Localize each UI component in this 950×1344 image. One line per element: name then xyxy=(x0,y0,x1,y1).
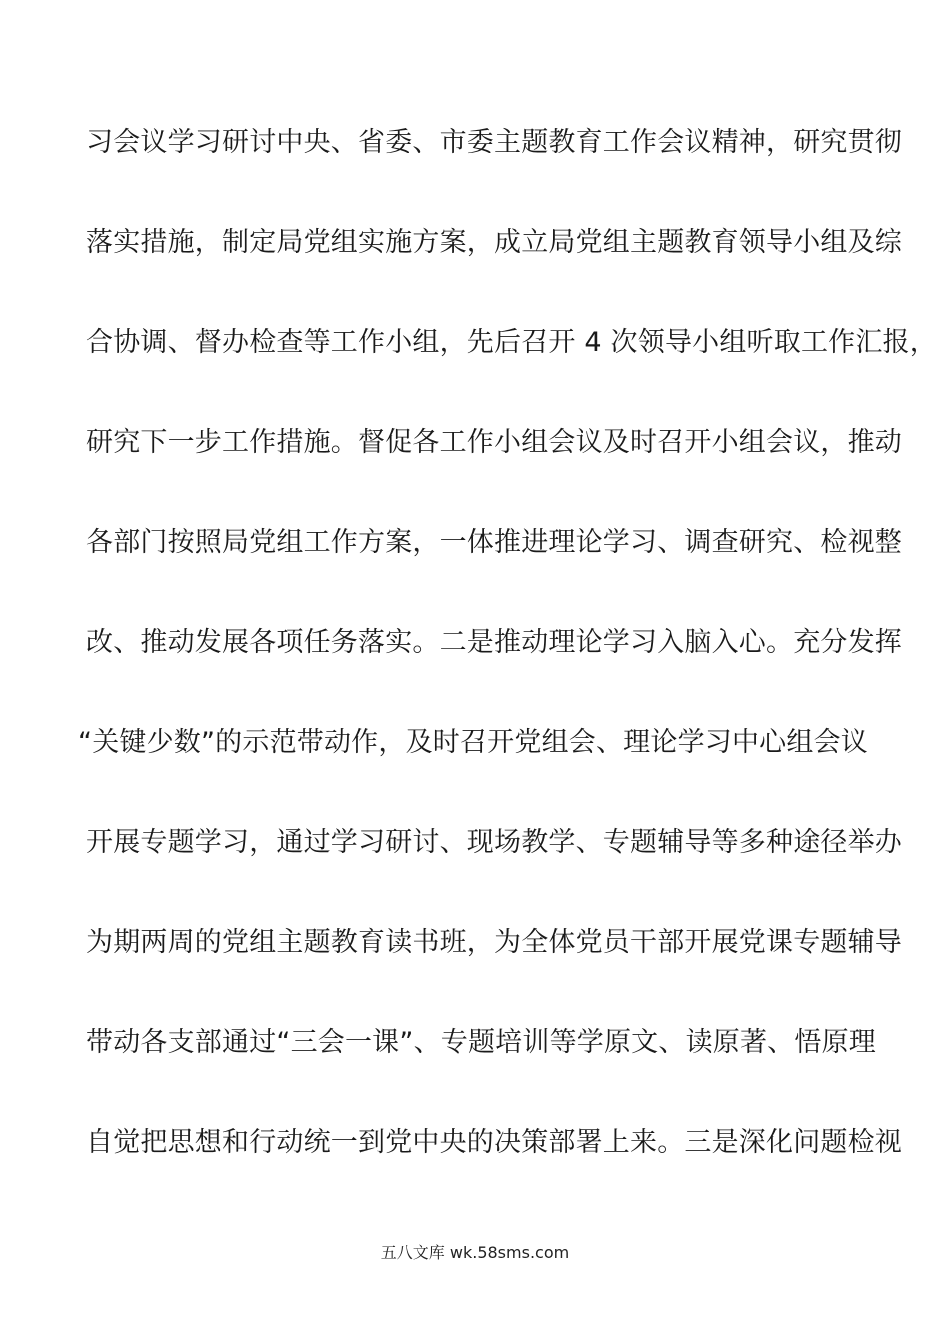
text-line-9: 为期两周的党组主题教育读书班，为全体党员干部开展党课专题辅导 xyxy=(86,927,902,958)
text-line-5: 各部门按照局党组工作方案，一体推进理论学习、调查研究、检视整 xyxy=(86,527,902,558)
text-line-8: 开展专题学习，通过学习研讨、现场教学、专题辅导等多种途径举办 xyxy=(86,827,902,858)
page-footer: 五八文库 wk.58sms.com xyxy=(380,1243,570,1262)
text-line-2: 落实措施，制定局党组实施方案，成立局党组主题教育领导小组及综 xyxy=(86,227,902,258)
text-line-3: 合协调、督办检查等工作小组，先后召开 4 次领导小组听取工作汇报， xyxy=(86,327,937,358)
text-line-10: 带动各支部通过“三会一课”、专题培训等学原文、读原著、悟原理 xyxy=(86,1027,876,1058)
text-line-7: “关键少数”的示范带动作，及时召开党组会、理论学习中心组会议 xyxy=(78,727,868,758)
text-line-6: 改、推动发展各项任务落实。二是推动理论学习入脑入心。充分发挥 xyxy=(86,627,902,658)
text-line-4: 研究下一步工作措施。督促各工作小组会议及时召开小组会议，推动 xyxy=(86,427,902,458)
body-text xyxy=(78,118,937,1218)
text-line-1: 习会议学习研讨中央、省委、市委主题教育工作会议精神，研究贯彻 xyxy=(86,127,902,158)
text-line-11: 自觉把思想和行动统一到党中央的决策部署上来。三是深化问题检视 xyxy=(86,1127,902,1158)
